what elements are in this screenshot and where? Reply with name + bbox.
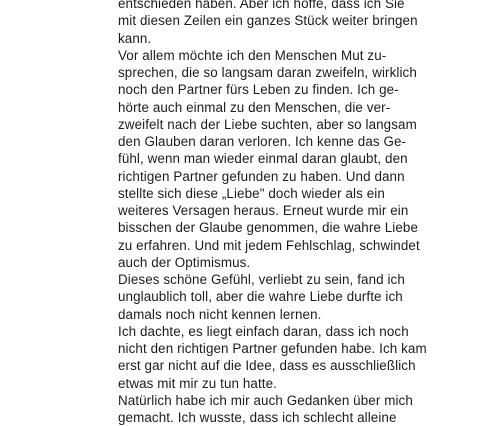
text-line: damals noch nicht kennen lernen. <box>118 306 322 322</box>
text-line: mit diesen Zeilen ein ganzes Stück weiter bringen <box>118 13 418 29</box>
paragraph <box>118 47 420 271</box>
text-line: kann. <box>118 30 152 46</box>
text-line: Natürlich habe ich mir auch Gedanken über mich <box>118 392 413 408</box>
text-line: zweifelt nach der Liebe suchten, aber so langsam <box>118 116 417 132</box>
text-line: weiteres Versagen heraus. Erneut wurde mir ein <box>118 203 409 218</box>
text-line: Dieses schöne Gefühl, verliebt zu sein, fand ich <box>118 272 405 287</box>
text-line: bisschen der Glaube genommen, die wahre Liebe <box>118 220 419 236</box>
text-line: nicht den richtigen Partner gefunden habe. Ich kam <box>118 341 427 356</box>
body-text <box>118 0 427 426</box>
text-line: auch der Optimismus. <box>118 254 251 270</box>
paragraph <box>118 323 427 392</box>
text-line: gemacht. Ich wusste, dass ich schlecht alleine <box>118 410 397 425</box>
text-line: zu erfahren. Und mit jedem Fehlschlag, schwindet <box>118 237 420 253</box>
text-line: sprechen, die so langsam daran zweifeln, wirklich <box>118 65 417 80</box>
text-line: den Glauben daran verloren. Ich kenne das Ge- <box>118 134 407 149</box>
paragraph <box>118 392 413 426</box>
text-line: fühl, wenn man wieder einmal daran glaubt, den <box>118 151 408 167</box>
text-line: etwas mit mir zu tun hatte. <box>118 375 277 391</box>
text-line: stellte sich diese „Liebe" doch wieder als ein <box>118 185 385 201</box>
text-line: noch den Partner fürs Leben zu finden. Ich ge- <box>118 82 399 98</box>
paragraph <box>118 0 418 47</box>
text-line: unglaublich toll, aber die wahre Liebe durfte ich <box>118 289 403 305</box>
text-line: Ich dachte, es liegt einfach daran, dass ich noch <box>118 323 409 339</box>
text-line: richtigen Partner gefunden zu haben. Und dann <box>118 168 405 184</box>
text-line: entschieden haben. Aber ich hoffe, dass ich Sie <box>118 0 405 11</box>
paragraph <box>118 271 405 323</box>
text-line: hörte auch einmal zu den Menschen, die ver- <box>118 99 391 115</box>
text-line: Vor allem möchte ich den Menschen Mut zu- <box>118 47 387 63</box>
text-line: erst gar nicht auf die Idee, dass es ausschließlich <box>118 358 416 374</box>
